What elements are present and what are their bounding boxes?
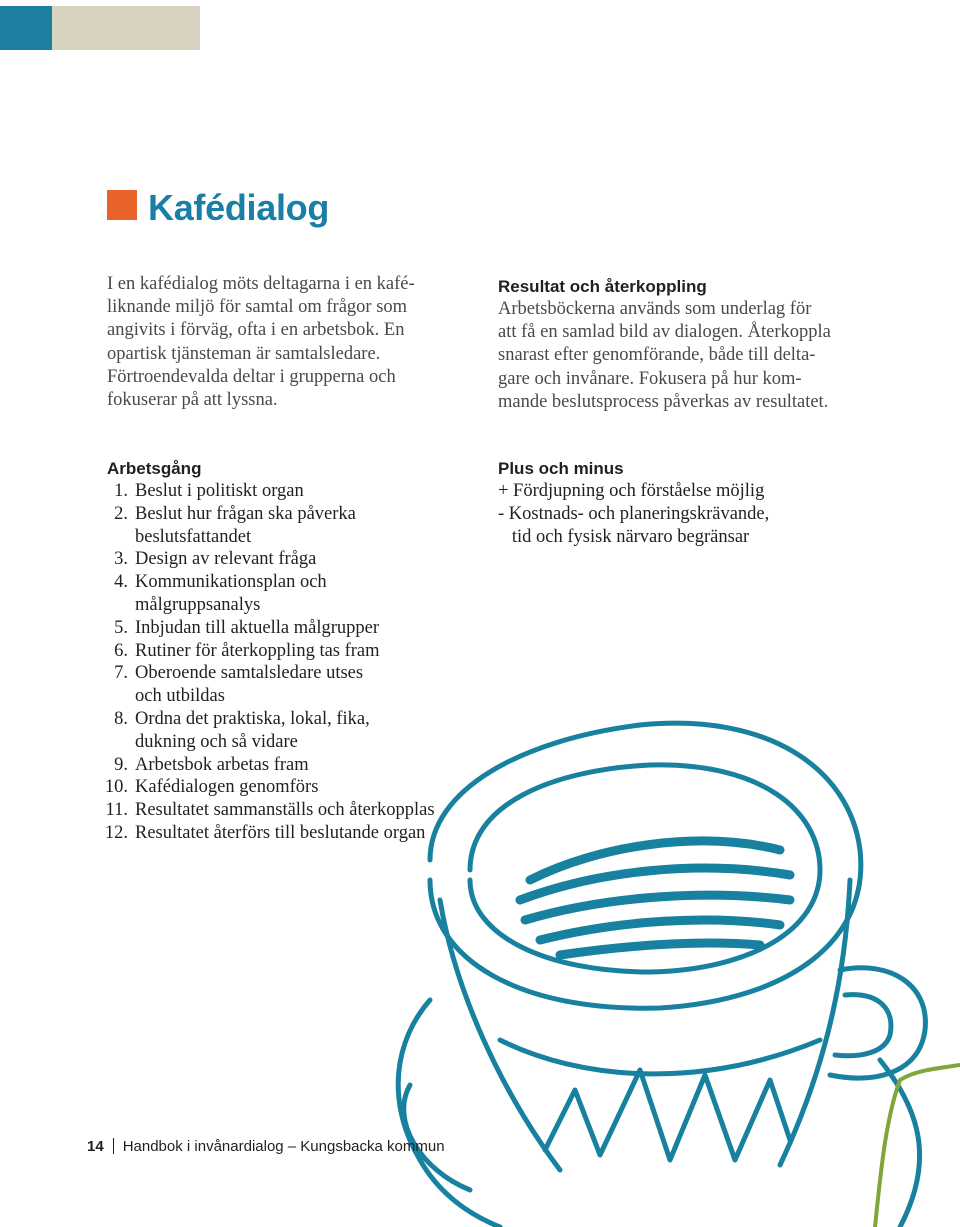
intro-line: Förtroendevalda deltar i grupperna och — [107, 366, 396, 387]
cup-rim-inner — [470, 765, 820, 972]
intro-paragraph — [107, 273, 415, 412]
steps-section — [104, 457, 435, 845]
step-text: dukning och så vidare — [135, 731, 298, 752]
step-number: 3. — [114, 549, 128, 570]
step-text: Oberoende samtalsledare utses — [135, 663, 364, 684]
saucer-right — [880, 1060, 920, 1227]
cup-rim-outer — [430, 723, 861, 1008]
step-text: Kommunikationsplan och — [135, 572, 327, 593]
intro-line: fokuserar på att lyssna. — [107, 390, 278, 411]
minus-line: - Kostnads- och planeringskrävande, — [498, 503, 770, 524]
step-item — [107, 617, 435, 640]
results-line: att få en samlad bild av dialogen. Återkoppla — [498, 322, 831, 343]
cup-zigzag — [545, 1070, 790, 1160]
title-marker-square — [107, 190, 137, 220]
green-stem-line — [875, 1065, 960, 1227]
step-item — [104, 776, 435, 799]
coffee-scribble — [540, 920, 780, 940]
step-number: 10. — [104, 777, 128, 798]
step-number: 9. — [114, 754, 128, 775]
intro-line: liknande miljö för samtal om frågor som — [107, 297, 408, 318]
plus-line: + Fördjupning och förståelse möjlig — [498, 481, 765, 501]
step-number: 5. — [114, 617, 128, 638]
intro-line: angivits i förväg, ofta i en arbetsbok. En — [107, 320, 405, 341]
step-text: beslutsfattandet — [135, 526, 252, 547]
coffee-scribble — [520, 868, 790, 900]
step-item — [107, 708, 435, 754]
step-number: 11. — [105, 800, 128, 821]
step-text: Resultatet sammanställs och återkopplas — [135, 800, 435, 821]
step-number: 8. — [114, 708, 128, 729]
step-text: målgruppsanalys — [135, 594, 261, 615]
cup-handle — [830, 968, 925, 1078]
step-number: 1. — [114, 481, 128, 501]
plus-minus-section — [498, 457, 769, 548]
page-number: 14 — [87, 1138, 104, 1155]
step-number: 2. — [114, 503, 128, 524]
step-item — [107, 799, 435, 822]
step-text: och utbildas — [135, 686, 225, 707]
step-item — [107, 640, 435, 663]
intro-line: opartisk tjänsteman är samtalsledare. — [107, 343, 381, 364]
results-line: mande beslutsprocess påverkas av resultatet. — [498, 391, 829, 412]
step-text: Arbetsbok arbetas fram — [135, 754, 309, 775]
step-text: Design av relevant fråga — [135, 549, 317, 570]
step-text: Rutiner för återkoppling tas fram — [135, 640, 380, 661]
steps-heading: Arbetsgång — [107, 459, 202, 478]
step-number: 12. — [104, 822, 128, 843]
step-number: 4. — [114, 572, 128, 593]
minus-line: tid och fysisk närvaro begränsar — [498, 526, 750, 547]
page-title: Kafédialog — [148, 187, 330, 228]
step-text: Resultatet återförs till beslutande organ — [135, 822, 426, 843]
footer-separator — [113, 1138, 114, 1154]
saucer-left — [398, 1000, 500, 1227]
step-text: Inbjudan till aktuella målgrupper — [135, 617, 380, 638]
results-line: Arbetsböckerna används som underlag för — [498, 299, 812, 319]
coffee-scribble — [530, 841, 780, 880]
results-line: snarast efter genomförande, både till delta- — [498, 345, 816, 366]
results-line: gare och invånare. Fokusera på hur kom- — [498, 368, 802, 389]
step-item — [107, 480, 435, 503]
step-item — [107, 571, 435, 617]
results-section — [498, 275, 831, 414]
header-tab-blue — [0, 6, 52, 50]
plus-minus-heading: Plus och minus — [498, 459, 624, 478]
step-item — [107, 754, 435, 777]
step-item — [107, 503, 435, 549]
step-item — [107, 548, 435, 571]
step-text: Kafédialogen genomförs — [135, 777, 319, 798]
cup-handle-inner — [835, 995, 891, 1056]
step-text: Beslut i politiskt organ — [135, 481, 304, 501]
coffee-scribble — [525, 895, 790, 920]
step-text: Ordna det praktiska, lokal, fika, — [135, 708, 370, 729]
step-number: 6. — [114, 640, 128, 661]
publication-title: Handbok i invånardialog – Kungsbacka kommun — [122, 1138, 445, 1155]
intro-line: I en kafédialog möts deltagarna i en kafé- — [107, 274, 415, 294]
page-footer — [87, 1138, 445, 1155]
cup-body-left — [440, 900, 560, 1170]
header-tab-beige — [52, 6, 200, 50]
cup-zigzag-band — [500, 1040, 820, 1074]
step-item — [104, 822, 435, 845]
step-item — [107, 662, 435, 708]
coffee-scribble — [560, 943, 760, 955]
step-number: 7. — [114, 663, 128, 684]
steps-list — [104, 480, 435, 845]
results-heading: Resultat och återkoppling — [498, 277, 707, 296]
step-text: Beslut hur frågan ska påverka — [135, 503, 356, 524]
cup-body-right — [780, 880, 850, 1165]
